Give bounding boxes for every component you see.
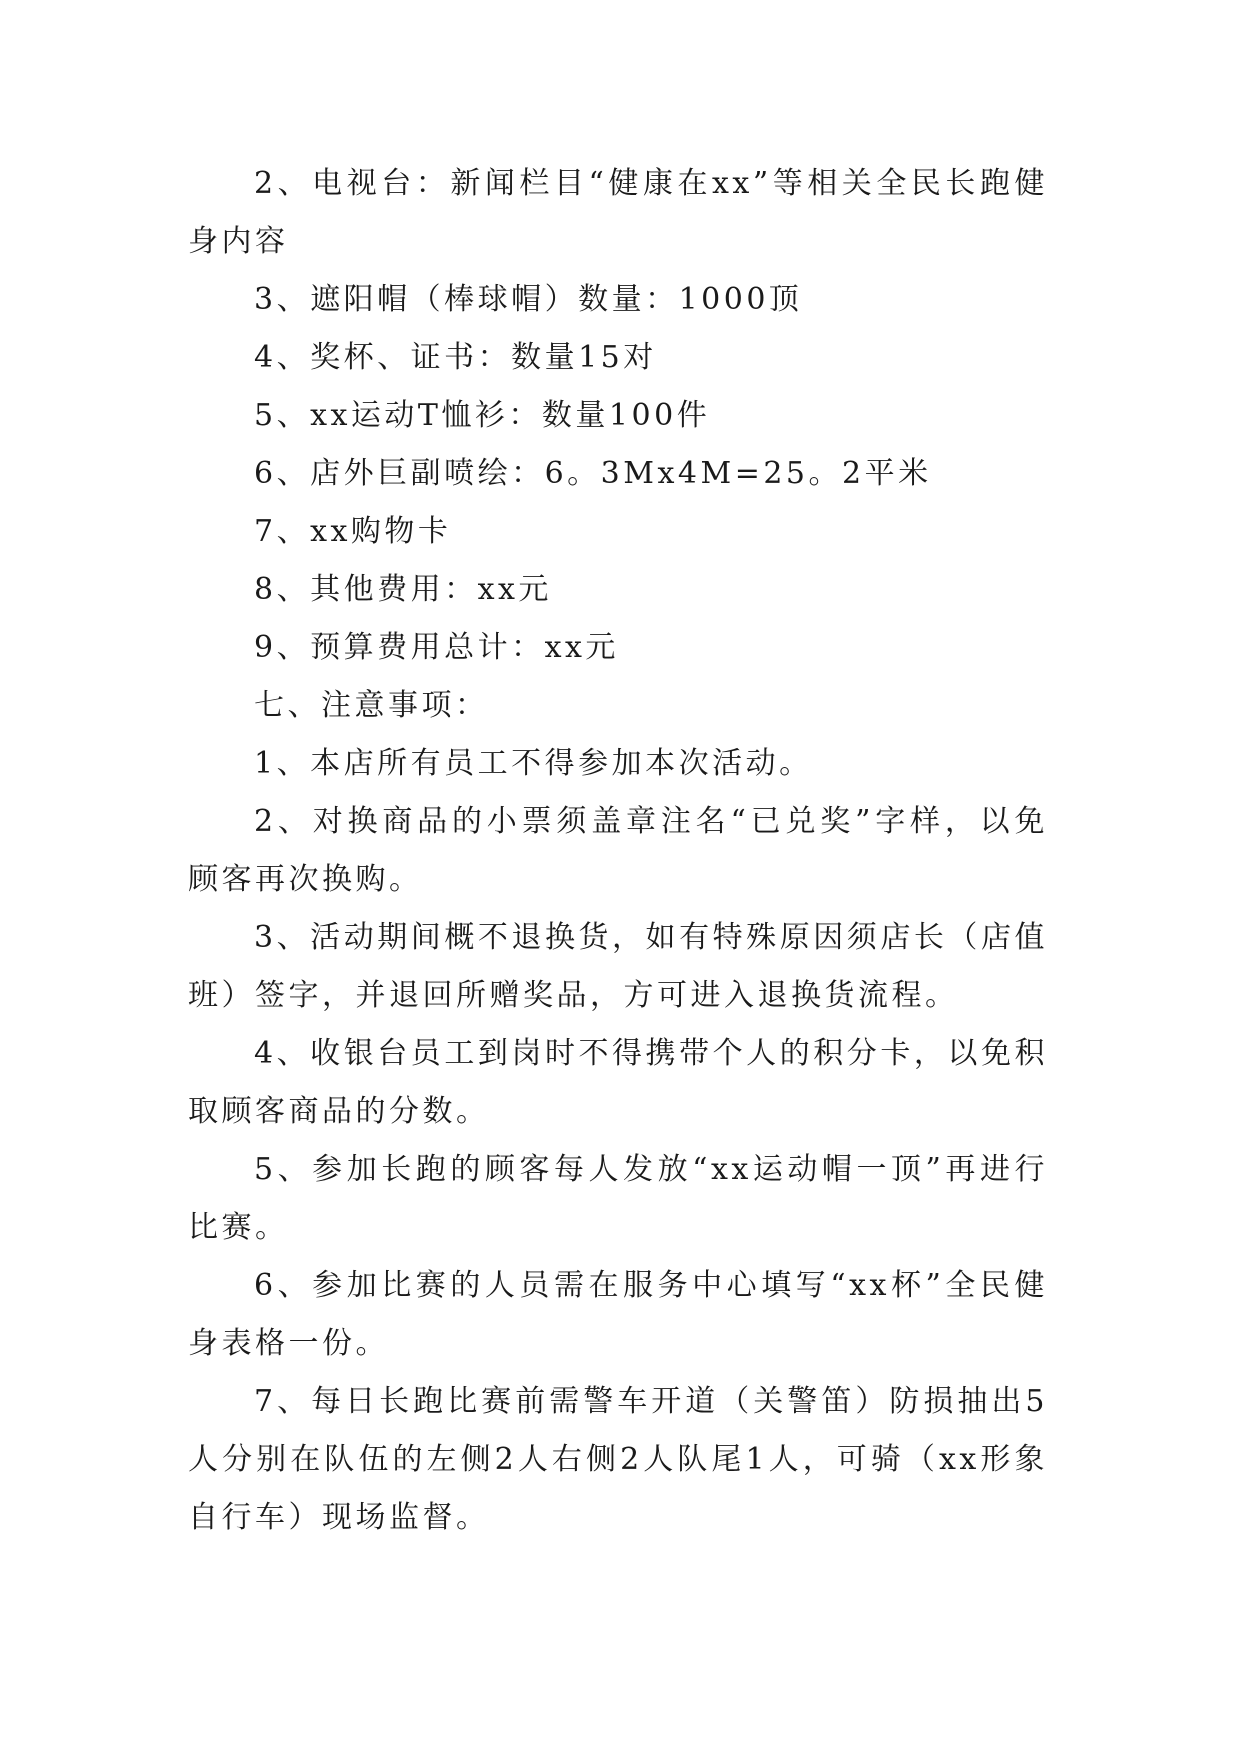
document-body xyxy=(188,155,1048,1547)
paragraph-note-1: 1、本店所有员工不得参加本次活动。 xyxy=(254,746,813,781)
paragraph-tshirts: 5、xx运动T恤衫：数量100件 xyxy=(254,398,711,433)
paragraph-note-5: 5、参加长跑的顾客每人发放“xx运动帽一顶”再进行比赛。 xyxy=(188,1152,1048,1245)
paragraph-trophies: 4、奖杯、证书：数量15对 xyxy=(254,340,657,375)
paragraph-shopping-card: 7、xx购物卡 xyxy=(254,514,452,549)
paragraph-note-4: 4、收银台员工到岗时不得携带个人的积分卡，以免积取顾客商品的分数。 xyxy=(188,1036,1048,1129)
paragraph-sun-hats: 3、遮阳帽（棒球帽）数量：1000顶 xyxy=(254,282,803,317)
section-heading-notes: 七、注意事项： xyxy=(254,688,489,723)
paragraph-other-costs: 8、其他费用：xx元 xyxy=(254,572,552,607)
paragraph-note-6: 6、参加比赛的人员需在服务中心填写“xx杯”全民健身表格一份。 xyxy=(188,1268,1048,1361)
paragraph-note-7: 7、每日长跑比赛前需警车开道（关警笛）防损抽出5人分别在队伍的左侧2人右侧2人队尾1人，可骑（xx形象自行车）现场监督。 xyxy=(188,1384,1048,1535)
paragraph-banner-print: 6、店外巨副喷绘：6。3Mx4M=25。2平米 xyxy=(254,456,932,491)
paragraph-tv-station: 2、电视台：新闻栏目“健康在xx”等相关全民长跑健身内容 xyxy=(188,166,1048,259)
paragraph-note-3: 3、活动期间概不退换货，如有特殊原因须店长（店值班）签字，并退回所赠奖品，方可进入退换货流程。 xyxy=(188,920,1048,1013)
paragraph-budget-total: 9、预算费用总计：xx元 xyxy=(254,630,619,665)
paragraph-note-2: 2、对换商品的小票须盖章注名“已兑奖”字样，以免顾客再次换购。 xyxy=(188,804,1048,897)
